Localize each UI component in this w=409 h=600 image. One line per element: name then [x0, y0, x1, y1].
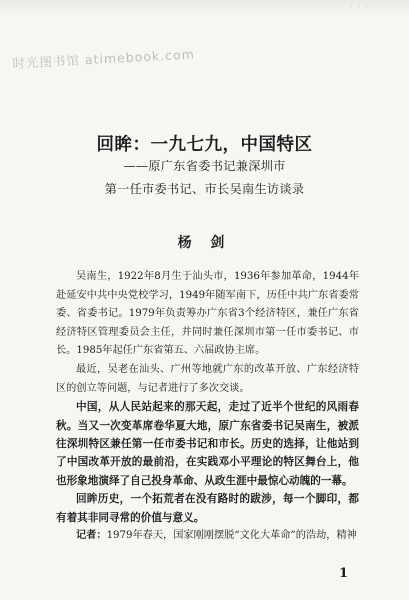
reporter-question: 1979年春天，国家刚刚摆脱“文化大革命”的浩劫，精神 [106, 530, 357, 541]
scan-edge [0, 0, 409, 16]
article-title: 回眸：一九七九，中国特区 [96, 135, 313, 155]
subtitle-line-1: ——原广东省委书记兼深圳市 [123, 159, 286, 173]
corner-mark: · · · [349, 2, 369, 12]
body-paragraph-1: 中国，从人民站起来的那天起，走过了近半个世纪的风雨春秋。当又一次变革席卷华夏大地，原广东省委书记吴南生，被派往深圳特区兼任第一任市委书记和市长。历史的选择，让他站到了中国改革开放的最前沿，在实践邓小平理论的特区舞台上，他也形象地演绎了自己投身革命、从政生涯中最惊心动魄的一幕。 [56, 401, 359, 487]
author-name: 杨 剑 [177, 235, 232, 251]
body-paragraph-2: 回眸历史，一个拓荒者在没有路时的跋涉，每一个脚印，都有着其非同寻常的价值与意义。 [56, 493, 359, 524]
interview-paragraph [56, 527, 359, 546]
page-number: 1 [338, 566, 348, 581]
reporter-label: 记者： [76, 530, 107, 541]
intro-paragraph-1: 吴南生，1922年8月生于汕头市，1936年参加革命，1944年赴延安中共中央党校学习，1949年随军南下，历任中共广东省委常委、省委书记。1979年负责筹办广东省3个经济特区，兼任广东省经济特区管理委员会主任，并同时兼任深圳市第一任市委书记、市长。1985年起任广东省第五、六届政协主席。 [56, 271, 359, 357]
subtitle-line-2: 第一任市委书记、市长吴南生访谈录 [104, 182, 305, 196]
article-body [56, 268, 359, 546]
watermark: 时光图书馆 atimebook.com [12, 46, 196, 71]
intro-paragraph-2: 最近，吴老在汕头、广州等地就广东的改革开放、广东经济特区的创立等问题，与记者进行了多次交谈。 [56, 363, 359, 394]
